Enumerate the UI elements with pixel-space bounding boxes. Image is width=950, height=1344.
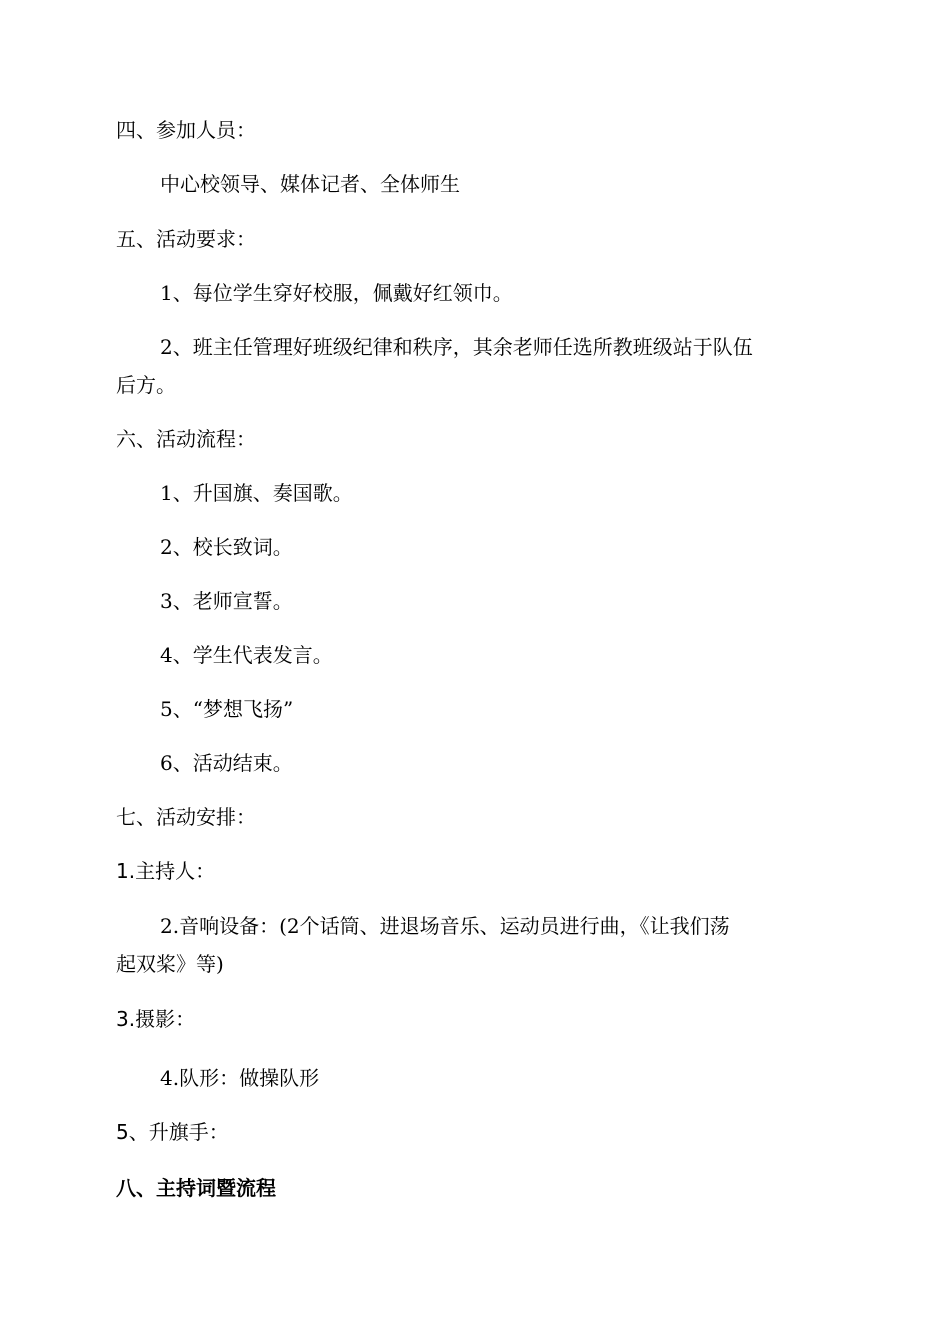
section-heading-procedure: 六、活动流程：: [116, 427, 256, 451]
section-heading-host-script: 八、主持词暨流程: [116, 1176, 276, 1200]
procedure-item-3: 3、老师宣誓。: [160, 589, 293, 613]
arrangement-item-1: 1.主持人：: [116, 859, 216, 883]
section-heading-arrangements: 七、活动安排：: [116, 805, 256, 829]
procedure-item-4: 4、学生代表发言。: [160, 643, 333, 667]
arrangement-item-3: 3.摄影：: [116, 1007, 196, 1031]
arrangement-item-4: 4.队形：做操队形: [160, 1066, 320, 1090]
procedure-item-2: 2、校长致词。: [160, 535, 293, 559]
arrangement-item-5: 5、升旗手：: [116, 1120, 229, 1144]
section-heading-requirements: 五、活动要求：: [116, 227, 256, 251]
arrangement-item-2: 2.音响设备：(2个话筒、进退场音乐、运动员进行曲，《让我们荡: [160, 914, 730, 938]
procedure-item-5: 5、“梦想飞扬”: [160, 697, 294, 721]
requirement-item-2: 2、班主任管理好班级纪律和秩序，其余老师任选所教班级站于队伍: [160, 335, 753, 359]
participants-text: 中心校领导、媒体记者、全体师生: [160, 172, 460, 196]
section-heading-participants: 四、参加人员：: [116, 118, 256, 142]
requirement-item-2-continued: 后方。: [116, 373, 176, 397]
procedure-item-6: 6、活动结束。: [160, 751, 293, 775]
procedure-item-1: 1、升国旗、奏国歌。: [160, 481, 353, 505]
arrangement-item-2-continued: 起双桨》等): [116, 952, 224, 976]
requirement-item-1: 1、每位学生穿好校服，佩戴好红领巾。: [160, 281, 513, 305]
